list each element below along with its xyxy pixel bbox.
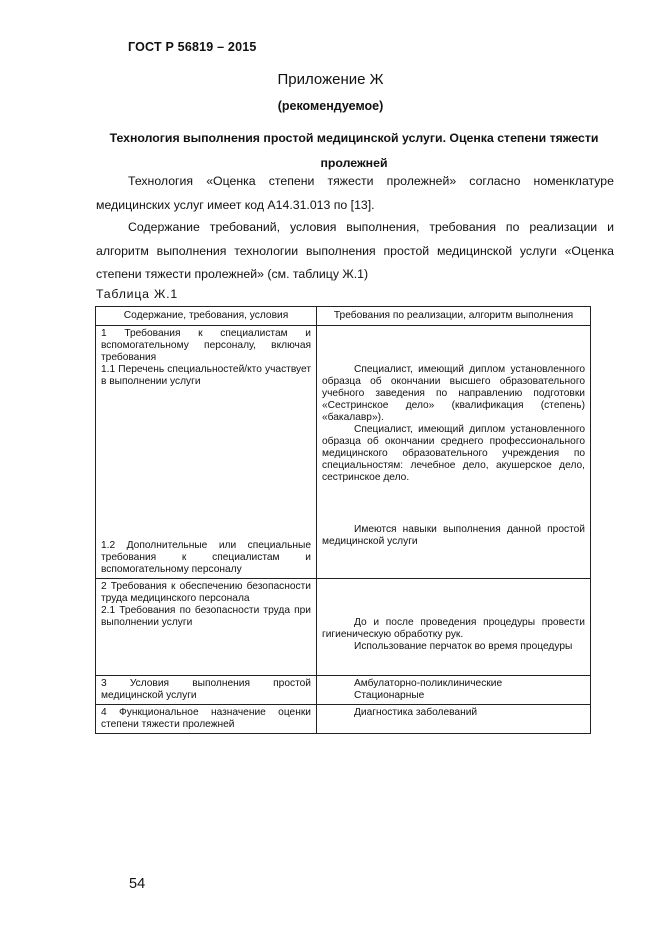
- requirement-1-1: 1.1 Перечень специальностей/кто участвует в выполнении услуги: [101, 364, 311, 387]
- condition-inpatient: Стационарные: [354, 690, 425, 701]
- requirement-3: 3 Условия выполнения простой медицинской услуги: [101, 678, 311, 701]
- implementation-higher-education: Специалист, имеющий диплом установленного образца об окончании высшего образовательного учебного заведения по направлению подготовки «Сестринское дело» (квалификация (степень) «бакалавр»).: [322, 364, 585, 423]
- table-row: [96, 579, 591, 676]
- requirements-table: [95, 306, 591, 734]
- paragraph-code: Технология «Оценка степени тяжести пролежней» согласно номенклатуре медицинских услуг имеет код А14.31.013 по [13].: [96, 174, 614, 212]
- requirement-4: 4 Функциональное назначение оценки степени тяжести пролежней: [101, 707, 311, 730]
- table-row: [96, 676, 591, 705]
- requirement-2: 2 Требования к обеспечению безопасности труда медицинского персонала: [101, 581, 311, 604]
- functional-purpose: Диагностика заболеваний: [354, 707, 478, 718]
- table-row: [96, 705, 591, 734]
- table-cell: [317, 676, 591, 705]
- table-cell: [317, 579, 591, 676]
- header-implementation: Требования по реализации, алгоритм выполнения: [317, 307, 591, 326]
- table-row: [96, 326, 591, 579]
- paragraph-content: Содержание требований, условия выполнения, требования по реализации и алгоритм выполнения технологии выполнения простой медицинской услуги «Оценка степени тяжести пролежней» (см. таблицу Ж.1): [96, 220, 614, 281]
- table-cell: [317, 326, 591, 579]
- table-cell: [317, 705, 591, 734]
- appendix-title: Приложение Ж: [277, 71, 384, 88]
- requirement-1: 1 Требования к специалистам и вспомогательному персоналу, включая требования: [101, 328, 311, 363]
- implementation-hand-hygiene: До и после проведения процедуры провести гигиеническую обработку рук.: [322, 617, 585, 640]
- appendix-status: (рекомендуемое): [277, 99, 384, 113]
- table-cell: [96, 676, 317, 705]
- table-header-row: [96, 307, 591, 326]
- implementation-skills: Имеются навыки выполнения данной простой медицинской услуги: [322, 524, 585, 547]
- standard-number: ГОСТ Р 56819 – 2015: [128, 40, 257, 54]
- requirement-2-1: 2.1 Требования по безопасности труда при выполнении услуги: [101, 605, 311, 628]
- condition-outpatient: Амбулаторно-поликлинические: [354, 678, 503, 689]
- table-cell: [96, 326, 317, 579]
- table-cell: [96, 579, 317, 676]
- requirement-1-2: 1.2 Дополнительные или специальные требования к специалистам и вспомогательному персоналу: [101, 540, 311, 575]
- implementation-gloves: Использование перчаток во время процедуры: [354, 641, 573, 652]
- page-number: 54: [129, 876, 146, 892]
- header-content: Содержание, требования, условия: [96, 307, 317, 326]
- table-caption: Таблица Ж.1: [96, 287, 179, 301]
- appendix-heading: Технология выполнения простой медицинской услуги. Оценка степени тяжести пролежней: [109, 131, 599, 170]
- table-cell: [96, 705, 317, 734]
- implementation-secondary-education: Специалист, имеющий диплом установленного образца об окончании среднего профессионального медицинского образовательного учреждения по специальностям: лечебное дело, акушерское дело, сестринское дело.: [322, 424, 585, 483]
